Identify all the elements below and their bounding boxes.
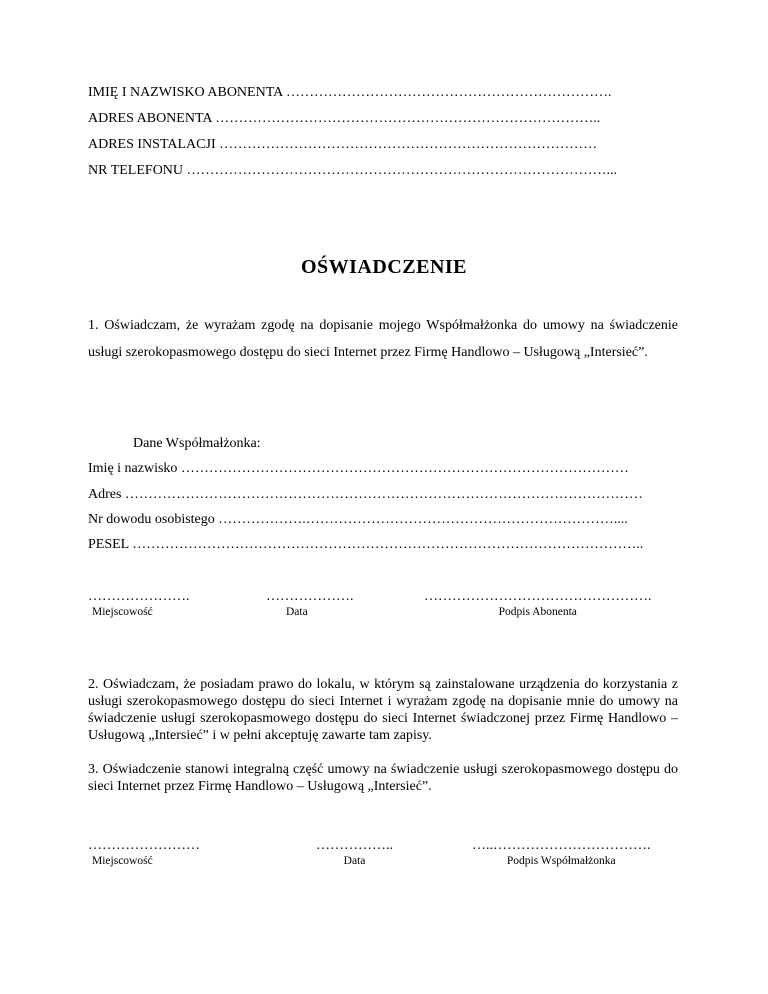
spouse-name-field: Imię i nazwisko ……………………………………………………………………………………	[88, 461, 629, 476]
place-label-2: Miejscowość	[92, 855, 153, 867]
place-label: Miejscowość	[92, 606, 153, 618]
signature-dots-2: …..…………………………….	[472, 838, 651, 853]
spouse-pesel-field: PESEL ………………………………………………………………………………………………..	[88, 537, 644, 552]
statement-1: 1. Oświadczam, że wyrażam zgodę na dopisanie mojego Współmałżonka do umowy na świadczenie usługi szerokopasmowego dostępu do sieci Internet przez Firmę Handlowo – Usługową „Intersieć”.	[88, 318, 678, 360]
signature-subscriber-1	[424, 589, 652, 618]
signature-dots: ………………………………………….	[424, 589, 652, 604]
place-dots-2: ……………………	[88, 838, 200, 853]
spouse-address-field: Adres …………………………………………………………………………………………………	[88, 487, 643, 502]
date-dots: ……………….	[266, 589, 354, 604]
signature-label-2: Podpis Współmałżonka	[506, 855, 616, 867]
subscriber-name-field: IMIĘ I NAZWISKO ABONENTA …………………………………………………………….	[88, 85, 612, 100]
signature-date-1	[266, 589, 354, 618]
signature-spouse-2	[472, 838, 651, 867]
statement-2: 2. Oświadczam, że posiadam prawo do lokalu, w którym są zainstalowane urządzenia do korzystania z usługi szerokopasmowego dostępu do sieci Internet i wyrażam zgodę na dopisanie mnie do umowy na świadczenie usługi szerokopasmowego dostępu do sieci Internet świadczonej przez Firmę Handlowo – Usługową „Intersieć” i w pełni akceptuję zawarte tam zapisy.	[88, 677, 678, 743]
document-title: OŚWIADCZENIE	[300, 256, 468, 278]
installation-address-field: ADRES INSTALACJI ………………………………………………………………………	[88, 137, 598, 152]
signature-label: Podpis Abonenta	[498, 606, 577, 618]
spouse-data-heading: Dane Współmałżonka:	[133, 436, 261, 451]
signature-date-2	[316, 838, 393, 867]
statement-3: 3. Oświadczenie stanowi integralną część umowy na świadczenie usługi szerokopasmowego dostępu do sieci Internet przez Firmę Handlowo – Usługową „Intersieć”.	[88, 762, 678, 794]
signature-place-1	[88, 589, 190, 618]
date-label-2: Data	[343, 855, 366, 867]
place-dots: ………………….	[88, 589, 190, 604]
subscriber-address-field: ADRES ABONENTA ………………………………………………………………………..	[88, 111, 601, 126]
date-dots-2: ……………..	[316, 838, 393, 853]
phone-number-field: NR TELEFONU ………………………………………………………………………………...	[88, 163, 618, 178]
spouse-id-field: Nr dowodu osobistego ……………….…………………………………………………………....	[88, 512, 628, 527]
date-label: Data	[286, 606, 308, 618]
signature-place-2	[88, 838, 200, 867]
